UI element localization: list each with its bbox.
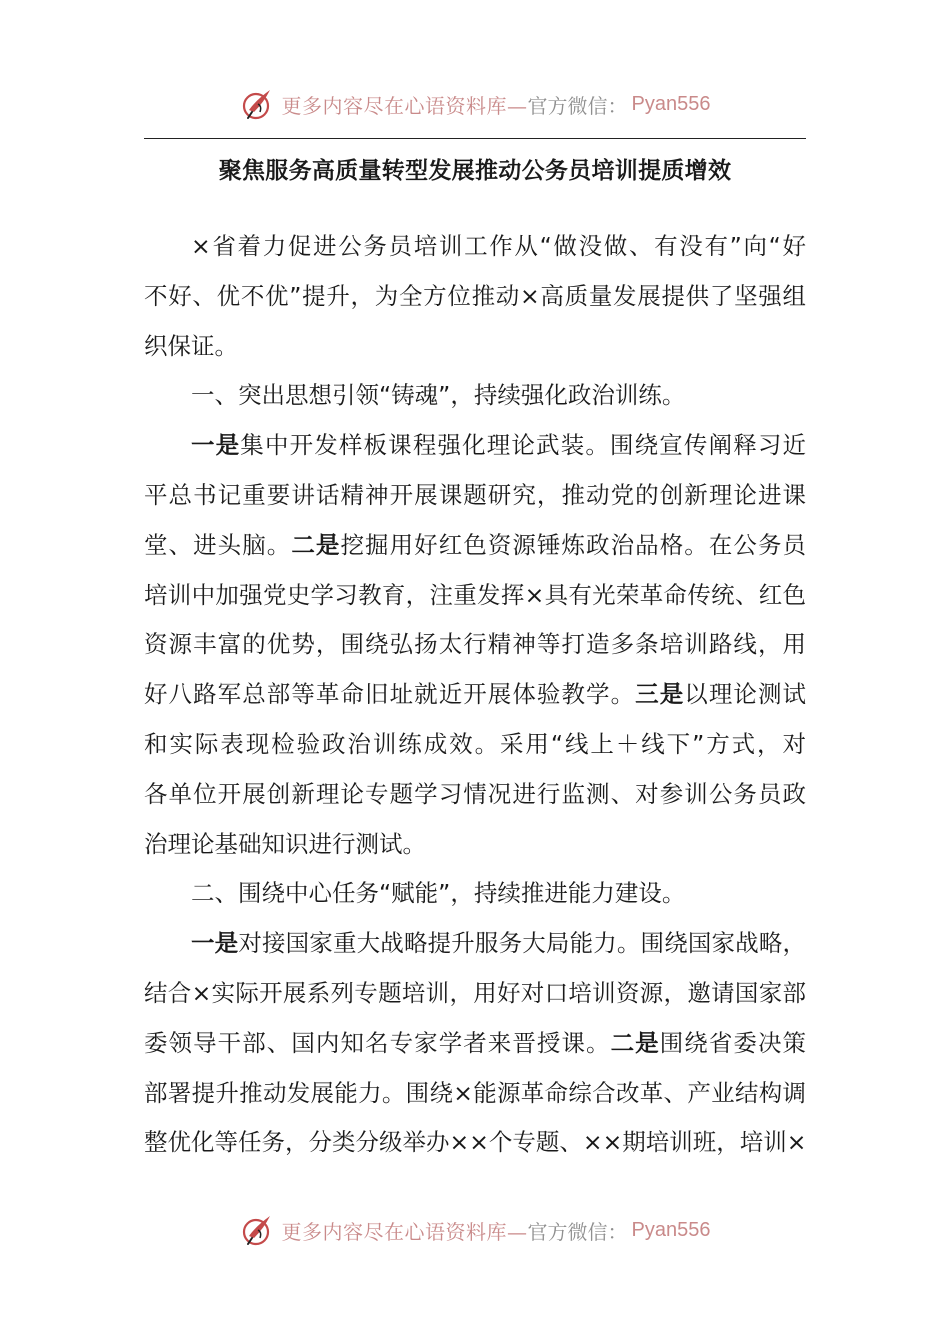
text-line [144, 969, 806, 1019]
line-text: 平总书记重要讲话精神开展课题研究，推动党的创新理论进课 [144, 480, 806, 509]
text-line [144, 919, 806, 969]
line-text: 围绕省委决策 [659, 1028, 806, 1057]
line-text: 部署提升推动发展能力。围绕×能源革命综合改革、产业结构调 [144, 1078, 806, 1107]
line-text: 集中开发样板课程强化理论武装。围绕宣传阐释习近 [240, 431, 806, 460]
text-line [144, 770, 806, 820]
text-line [144, 1069, 806, 1119]
bold-marker: 一是 [191, 431, 241, 460]
banner-text: 更多内容尽在心语资料库— [281, 1219, 528, 1244]
line-text: 治理论基础知识进行测试。 [144, 829, 426, 858]
text-line [144, 571, 806, 621]
bold-marker: 三是 [635, 680, 685, 709]
quill-logo-icon [240, 1212, 276, 1248]
text-line [144, 1118, 806, 1168]
line-text: 以理论测试 [684, 680, 806, 709]
document-title: 聚焦服务高质量转型发展推动公务员培训提质增效 [218, 158, 732, 184]
line-text: 不好、优不优”提升，为全方位推动×高质量发展提供了坚强组 [144, 281, 806, 310]
text-line [144, 272, 806, 322]
line-text: ×省着力促进公务员培训工作从“做没做、有没有”向“好 [191, 232, 806, 260]
line-text: 整优化等任务，分类分级举办××个专题、××期培训班，培训× [144, 1128, 806, 1157]
banner-text: 更多内容尽在心语资料库— [281, 93, 528, 118]
bold-marker: 二是 [610, 1028, 660, 1057]
text-line [144, 670, 806, 720]
text-line [144, 869, 806, 919]
banner-wechat-label: 官方微信： [527, 93, 628, 118]
line-text: 和实际表现检验政治训练成效。采用“线上＋线下”方式，对 [144, 729, 806, 758]
bold-marker: 二是 [291, 530, 341, 559]
text-line [144, 820, 806, 870]
text-line [144, 222, 806, 272]
footer-watermark-banner [0, 1210, 950, 1250]
banner-wechat-label: 官方微信： [527, 1219, 628, 1244]
text-line [144, 322, 806, 372]
text-line [144, 471, 806, 521]
line-text: 二、围绕中心任务“赋能”，持续推进能力建设。 [191, 879, 686, 908]
text-line [144, 720, 806, 770]
text-line [144, 620, 806, 670]
text-line [144, 521, 806, 571]
line-text: 对接国家重大战略提升服务大局能力。围绕国家战略， [238, 929, 806, 958]
line-text: 织保证。 [144, 331, 238, 360]
banner-wechat-id: Pyan556 [631, 1218, 711, 1241]
banner-wechat-id: Pyan556 [631, 92, 711, 115]
line-text: 培训中加强党史学习教育，注重发挥×具有光荣革命传统、红色 [144, 580, 806, 609]
line-text: 挖掘用好红色资源锤炼政治品格。在公务员 [340, 530, 806, 559]
line-text: 各单位开展创新理论专题学习情况进行监测、对参训公务员政 [144, 779, 806, 808]
line-text: 结合×实际开展系列专题培训，用好对口培训资源，邀请国家部 [144, 978, 806, 1007]
document-body [144, 222, 806, 1168]
line-text: 好八路军总部等革命旧址就近开展体验教学。 [144, 680, 636, 709]
text-line [144, 421, 806, 471]
text-line [144, 1019, 806, 1069]
bold-marker: 一是 [191, 929, 239, 958]
header-watermark-banner [0, 84, 950, 124]
line-text: 委领导干部、国内知名专家学者来晋授课。 [144, 1028, 611, 1057]
line-text: 资源丰富的优势，围绕弘扬太行精神等打造多条培训路线，用 [144, 630, 806, 659]
text-line [144, 371, 806, 421]
line-text: 一、突出思想引领“铸魂”，持续强化政治训练。 [191, 381, 686, 410]
header-divider [144, 138, 806, 139]
line-text: 堂、进头脑。 [144, 530, 292, 559]
quill-logo-icon [240, 86, 276, 122]
